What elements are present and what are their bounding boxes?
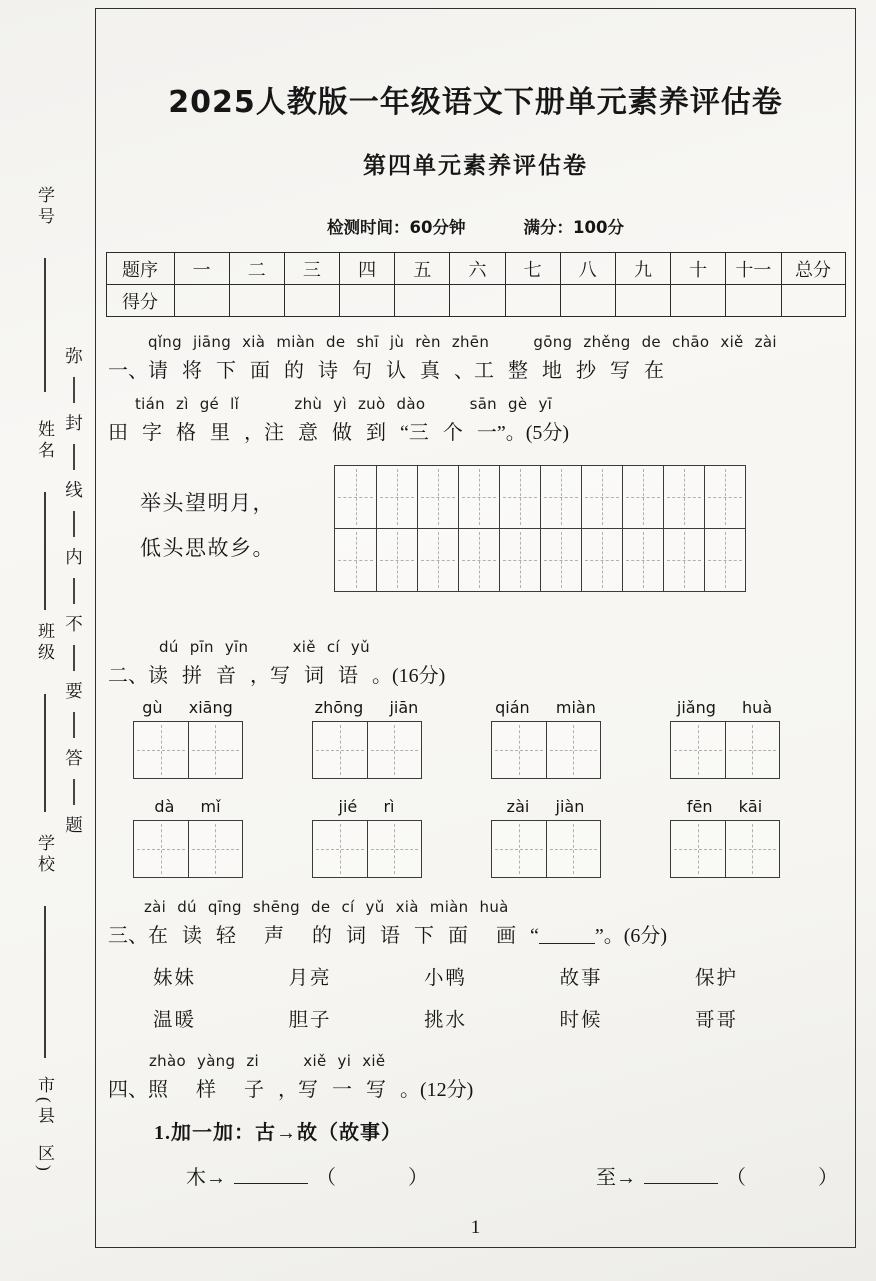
- q2-word-pinyin: dà mǐ: [154, 797, 221, 816]
- tianzige-cell: [458, 529, 499, 591]
- seal-dash: [73, 645, 75, 671]
- page-number: 1: [470, 1217, 481, 1238]
- test-time-label: 检测时间：60分钟: [327, 218, 466, 237]
- seal-label-student-number: 学号: [35, 186, 54, 228]
- tianzige-cell: [492, 821, 546, 877]
- q2-word-group: [131, 797, 244, 882]
- q2-word-pinyin: qián miàn: [495, 698, 596, 717]
- score-cell: [340, 285, 395, 317]
- tianzige-cell: [313, 821, 367, 877]
- q2-word-pinyin: jiǎng huà: [676, 698, 773, 717]
- seal-dash: [73, 779, 75, 805]
- score-col-header: 六: [450, 253, 505, 285]
- q3-word-row-2: [153, 1004, 738, 1032]
- seal-line-column: [61, 344, 87, 838]
- q2-answer-box: [312, 721, 422, 779]
- tianzige-cell: [725, 722, 779, 778]
- q3-text-suffix: ”。(6分): [594, 925, 668, 947]
- tianzige-cell: [134, 821, 188, 877]
- q2-word-group: [310, 797, 423, 882]
- grid-row: [313, 722, 421, 778]
- score-table-score-row: [106, 285, 845, 317]
- seal-line-char: 线: [65, 480, 83, 500]
- score-cell: [174, 285, 229, 317]
- score-col-header: 十: [671, 253, 726, 285]
- tianzige-cell: [134, 722, 188, 778]
- tianzige-cell: [581, 466, 622, 528]
- grid-row: [335, 528, 745, 591]
- q2-answer-box: [670, 820, 780, 878]
- seal-line-char: 不: [65, 614, 83, 634]
- q3-word: 保护: [694, 968, 738, 989]
- q2-word-group: [131, 698, 244, 783]
- tianzige-cell: [671, 821, 725, 877]
- seal-label-class: 班级: [35, 622, 54, 664]
- q2-word-pinyin: fēn kāi: [686, 797, 763, 816]
- tianzige-cell: [546, 821, 600, 877]
- q3-text-prefix: 三、在 读 轻 声 的 词 语 下 面 画 “: [108, 925, 539, 947]
- q3-word: 挑水: [423, 1010, 467, 1031]
- q1-text-line2: 田 字 格 里 ，注 意 做 到 “三 个 一”。(5分): [108, 422, 570, 444]
- score-col-header: 七: [505, 253, 560, 285]
- score-table-header-row: [106, 253, 845, 285]
- tianzige-cell: [663, 466, 704, 528]
- score-cell: [229, 285, 284, 317]
- q2-pinyin: dú pīn yīn xiě cí yǔ: [159, 638, 370, 656]
- score-col-header: 四: [340, 253, 395, 285]
- exam-content-frame: [95, 8, 856, 1248]
- paren-close: ）: [818, 1167, 838, 1189]
- q4-fill-line: [186, 1161, 855, 1190]
- seal-label-school: 学校: [35, 834, 54, 876]
- q2-word-group: [310, 698, 423, 783]
- grid-row: [671, 821, 779, 877]
- paren-close: ）: [408, 1167, 428, 1189]
- paren-open: （: [726, 1167, 746, 1189]
- tianzige-cell: [540, 529, 581, 591]
- q3-text: [108, 919, 855, 948]
- seal-dash: [73, 578, 75, 604]
- q3-word: 妹妹: [153, 968, 197, 989]
- q1-poem-line1: 举头望明月，: [140, 491, 275, 515]
- q3-word: 哥哥: [694, 1010, 738, 1031]
- q4-pinyin: zhào yàng zi xiě yi xiě: [149, 1052, 386, 1070]
- q3-word: 温暖: [153, 1010, 197, 1031]
- q4-fill-item-2: [596, 1161, 838, 1190]
- tianzige-cell: [546, 722, 600, 778]
- seal-dash: [73, 377, 75, 403]
- paren-open: （: [316, 1167, 336, 1189]
- seal-label-name: 姓名: [35, 420, 54, 462]
- grid-row: [335, 466, 745, 528]
- q2-word-pinyin: zài jiàn: [506, 797, 585, 816]
- score-col-header: 题序: [106, 253, 174, 285]
- seal-labels-column: [33, 0, 57, 1281]
- grid-row: [134, 821, 242, 877]
- q1-text-line1: 一、请 将 下 面 的 诗 句 认 真 、工 整 地 抄 写 在: [108, 360, 664, 382]
- q2-word-pinyin: zhōng jiān: [314, 698, 419, 717]
- q2-answer-box: [491, 721, 601, 779]
- full-score-label: 满分：100分: [523, 218, 624, 237]
- question-3: [96, 898, 855, 1032]
- question-1: [96, 333, 855, 592]
- seal-line-char: 题: [65, 815, 83, 835]
- score-col-header: 十一: [726, 253, 781, 285]
- grid-row: [492, 722, 600, 778]
- q1-pinyin-line1: qǐng jiāng xià miàn de shī jù rèn zhēn gōng zhěng de chāo xiě zài: [148, 333, 777, 351]
- tianzige-cell: [376, 529, 417, 591]
- seal-dash: [73, 712, 75, 738]
- q4-item1-label: 木→: [186, 1167, 226, 1189]
- q4-example: 1.加一加：古→故（故事）: [154, 1122, 402, 1144]
- tianzige-cell: [540, 466, 581, 528]
- q3-word: 月亮: [288, 968, 332, 989]
- tianzige-cell: [581, 529, 622, 591]
- grid-row: [134, 722, 242, 778]
- score-cell: [671, 285, 726, 317]
- q2-answer-box: [312, 820, 422, 878]
- seal-write-line: [44, 492, 46, 610]
- score-col-header: 一: [174, 253, 229, 285]
- q2-answer-box: [133, 820, 243, 878]
- seal-line-char: 要: [65, 681, 83, 701]
- question-4: [96, 1052, 855, 1190]
- score-cell: [450, 285, 505, 317]
- tianzige-cell: [622, 466, 663, 528]
- q4-fill-item-1: [186, 1161, 428, 1190]
- tianzige-cell: [499, 529, 540, 591]
- seal-line-char: 答: [65, 748, 83, 768]
- q2-answer-box: [133, 721, 243, 779]
- score-cell: [560, 285, 615, 317]
- q1-poem-line2: 低头思故乡。: [140, 536, 275, 560]
- q3-underline-sample: [539, 926, 595, 944]
- q2-word-row-2: [131, 797, 781, 882]
- q2-word-group: [489, 797, 602, 882]
- q3-word: 胆子: [288, 1010, 332, 1031]
- seal-line-char: 弥: [65, 346, 83, 366]
- seal-line-char: 内: [65, 547, 83, 567]
- q4-answer-blank: [644, 1166, 718, 1184]
- q2-word-group: [489, 698, 602, 783]
- tianzige-cell: [622, 529, 663, 591]
- tianzige-cell: [417, 529, 458, 591]
- q3-word: 时候: [559, 1010, 603, 1031]
- q1-body: [108, 465, 855, 592]
- tianzige-cell: [335, 466, 376, 528]
- tianzige-cell: [367, 821, 421, 877]
- seal-write-line: [44, 694, 46, 812]
- unit-title: 第四单元素养评估卷: [363, 153, 588, 179]
- seal-dash: [73, 444, 75, 470]
- tianzige-cell: [704, 529, 745, 591]
- tianzige-cell: [417, 466, 458, 528]
- score-col-header: 八: [560, 253, 615, 285]
- tianzige-cell: [663, 529, 704, 591]
- grid-row: [671, 722, 779, 778]
- q2-word-row-1: [131, 698, 781, 783]
- q1-pinyin-line2: tián zì gé lǐ zhù yì zuò dào sān gè yī: [135, 395, 553, 413]
- score-cell: [284, 285, 339, 317]
- q2-word-pinyin: jié rì: [338, 797, 395, 816]
- seal-label-city-county: 市(县 区): [35, 1076, 54, 1175]
- tianzige-cell: [458, 466, 499, 528]
- tianzige-cell: [376, 466, 417, 528]
- score-col-header: 三: [284, 253, 339, 285]
- seal-dash: [73, 511, 75, 537]
- q2-answer-box: [670, 721, 780, 779]
- tianzige-cell: [725, 821, 779, 877]
- score-cell: [505, 285, 560, 317]
- q2-answer-box: [491, 820, 601, 878]
- seal-write-line: [44, 906, 46, 1058]
- score-cell: [615, 285, 670, 317]
- q2-word-group: [668, 797, 781, 882]
- q2-word-pinyin: gù xiāng: [142, 698, 233, 717]
- q1-poem: [108, 465, 334, 592]
- q4-item2-label: 至→: [596, 1167, 636, 1189]
- grid-row: [313, 821, 421, 877]
- tianzige-cell: [313, 722, 367, 778]
- seal-write-line: [44, 258, 46, 392]
- score-cell: [395, 285, 450, 317]
- exam-title: 2025人教版一年级语文下册单元素养评估卷: [168, 85, 783, 120]
- q4-text: 四、照 样 子 ，写 一 写 。(12分): [108, 1079, 474, 1101]
- question-2: [96, 638, 855, 882]
- score-col-header: 总分: [781, 253, 845, 285]
- q2-text: 二、读 拼 音 ，写 词 语 。(16分): [108, 665, 446, 687]
- score-col-header: 二: [229, 253, 284, 285]
- tianzige-cell: [492, 722, 546, 778]
- seal-line-char: 封: [65, 413, 83, 433]
- tianzige-cell: [335, 529, 376, 591]
- grid-row: [492, 821, 600, 877]
- tianzige-cell: [188, 821, 242, 877]
- q1-writing-grid: [334, 465, 746, 592]
- tianzige-cell: [367, 722, 421, 778]
- tianzige-cell: [704, 466, 745, 528]
- tianzige-cell: [499, 466, 540, 528]
- score-table: [106, 252, 846, 317]
- tianzige-cell: [671, 722, 725, 778]
- score-col-header: 五: [395, 253, 450, 285]
- tianzige-cell: [188, 722, 242, 778]
- q3-word: 小鸭: [423, 968, 467, 989]
- q4-answer-blank: [234, 1166, 308, 1184]
- score-row-label: 得分: [106, 285, 174, 317]
- score-cell: [726, 285, 781, 317]
- q3-pinyin: zài dú qīng shēng de cí yǔ xià miàn huà: [144, 898, 509, 916]
- q3-word: 故事: [559, 968, 603, 989]
- score-cell: [781, 285, 845, 317]
- q2-word-group: [668, 698, 781, 783]
- q3-word-row-1: [153, 962, 738, 990]
- score-col-header: 九: [615, 253, 670, 285]
- exam-info-line: [96, 214, 855, 238]
